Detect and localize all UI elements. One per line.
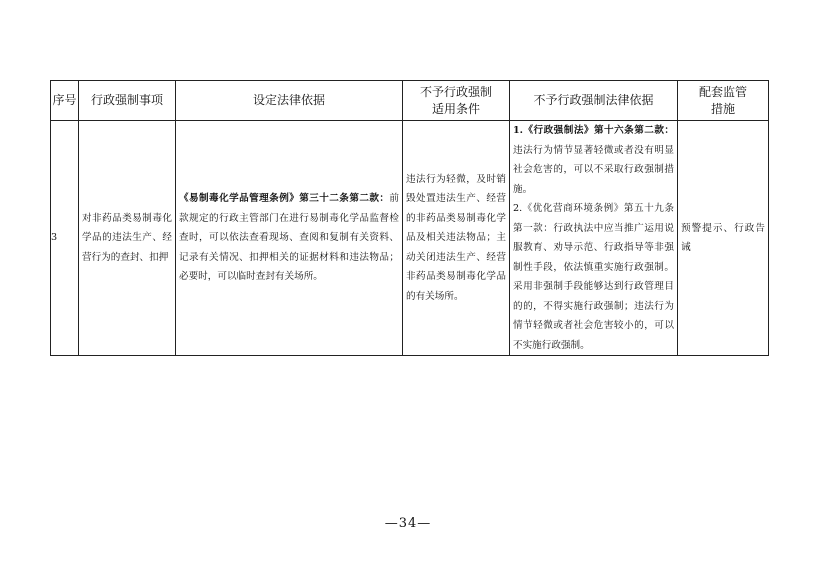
header-basis: 设定法律依据 <box>176 81 403 121</box>
cell-measures <box>678 121 769 356</box>
basis-content <box>176 189 402 287</box>
table-row <box>51 121 769 356</box>
basis-citation: 《易制毒化学品管理条例》第三十二条第二款： <box>179 193 390 205</box>
no-basis-item-1 <box>513 121 674 199</box>
cell-matter <box>79 121 176 356</box>
cell-no-basis <box>510 121 678 356</box>
no-basis-1-citation: 1.《行政强制法》第十六条第二款： <box>513 125 674 136</box>
page-number: —34— <box>384 516 432 531</box>
enforcement-table <box>50 80 769 356</box>
matter-text: 对非药品类易制毒化学品的违法生产、经营行为的查封、扣押 <box>82 212 172 263</box>
header-condition <box>403 81 510 121</box>
header-no-basis: 不予行政强制法律依据 <box>510 81 678 121</box>
header-condition-text: 不予行政强制适用条件 <box>419 84 492 116</box>
basis-text: 前款规定的行政主管部门在进行易制毒化学品监督检查时，可以依法查看现场、查阅和复制有关资料、记录有关情况、扣押相关的证据材料和违法物品；必要时，可以临时查封有关场所。 <box>179 193 399 283</box>
header-measures <box>678 81 769 121</box>
header-matter: 行政强制事项 <box>79 81 176 121</box>
no-basis-1-text: 违法行为情节显著轻微或者没有明显社会危害的，可以不采取行政强制措施。 <box>513 144 674 195</box>
condition-text: 违法行为轻微，及时销毁处置违法生产、经营的非药品类易制毒化学品及相关违法物品；主动关闭违法生产、经营非药品类易制毒化学品的有关场所。 <box>406 173 506 302</box>
no-basis-content <box>510 121 677 355</box>
header-seq: 序号 <box>51 81 79 121</box>
cell-condition <box>403 121 510 356</box>
cell-seq: 3 <box>51 121 79 356</box>
header-measures-text: 配套监管措施 <box>698 84 747 116</box>
cell-basis <box>176 121 403 356</box>
table-header-row <box>51 81 769 121</box>
measures-text: 预警提示、行政告诫 <box>681 222 765 253</box>
no-basis-item-2: 2.《优化营商环境条例》第五十九条第一款：行政执法中应当推广运用说服教育、劝导示范、行政指导等非强制性手段，依法慎重实施行政强制。采用非强制手段能够达到行政管理目的的，不得实施行政强制；违法行为情节轻微或者社会危害较小的，可以不实施行政强制。 <box>513 203 674 351</box>
